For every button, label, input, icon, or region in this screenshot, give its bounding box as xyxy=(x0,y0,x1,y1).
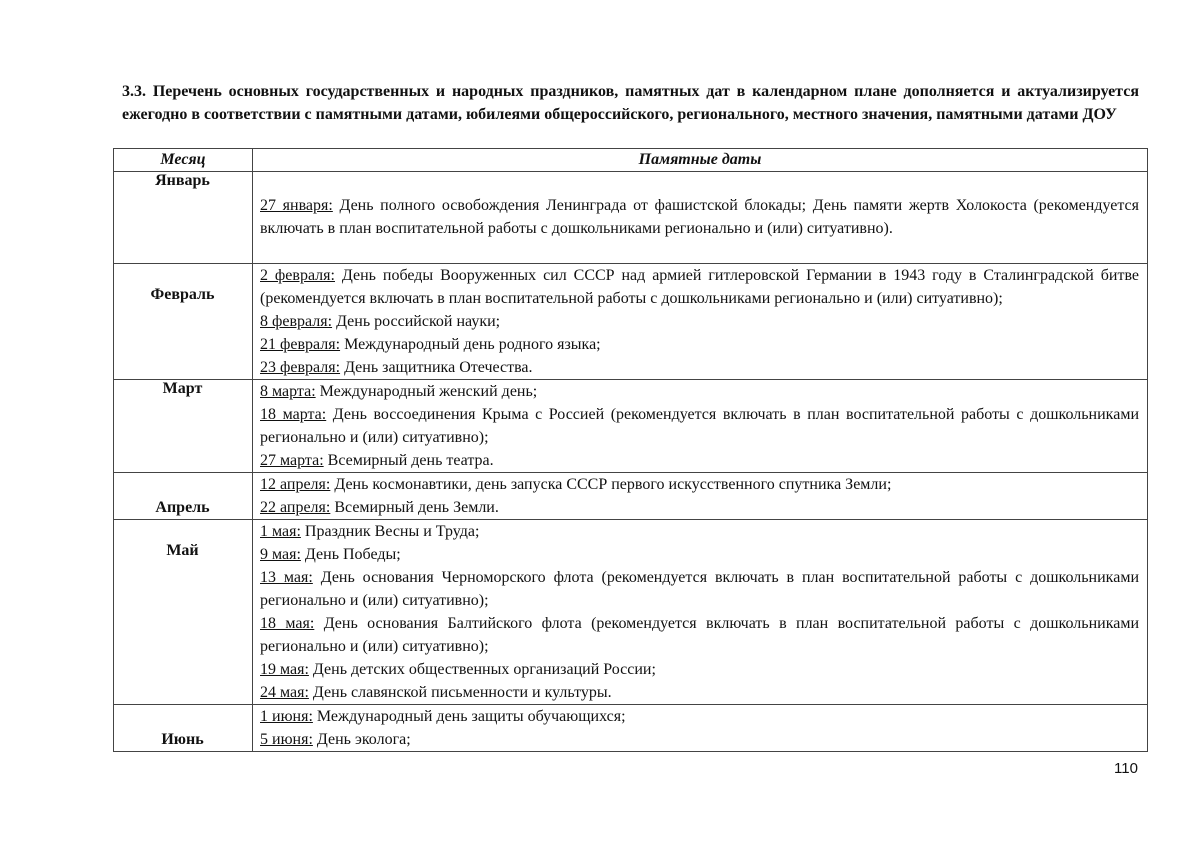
event-text: День эколога; xyxy=(312,731,411,748)
event-text: День воссоединения Крыма с Россией (рекомендуется включать в план воспитательной работы с дошкольниками регионально и (или) ситуативно); xyxy=(260,406,1140,446)
table-row xyxy=(114,264,1148,380)
month-cell: Май xyxy=(114,520,253,705)
event-date: 5 июня: xyxy=(260,731,313,748)
event-entry xyxy=(260,473,1139,496)
events-cell xyxy=(253,380,1148,473)
event-text: Всемирный день театра. xyxy=(323,452,494,469)
event-entry xyxy=(260,566,1139,612)
event-text: Международный день родного языка; xyxy=(340,336,601,353)
event-date: 24 мая: xyxy=(260,684,309,701)
table-header-row xyxy=(114,149,1148,172)
event-entry xyxy=(260,496,1139,519)
event-entry xyxy=(260,380,1139,403)
event-entry xyxy=(260,194,1139,240)
event-date: 12 апреля: xyxy=(260,476,331,493)
event-date: 23 февраля: xyxy=(260,359,341,376)
event-text: Международный день защиты обучающихся; xyxy=(312,708,626,725)
event-date: 22 апреля: xyxy=(260,499,331,516)
event-entry xyxy=(260,543,1139,566)
event-date: 9 мая: xyxy=(260,546,301,563)
page-number: 110 xyxy=(1114,760,1138,777)
event-entry xyxy=(260,449,1139,472)
table-row xyxy=(114,172,1148,264)
month-cell: Апрель xyxy=(114,473,253,520)
event-entry xyxy=(260,612,1139,658)
table-row xyxy=(114,380,1148,473)
event-entry xyxy=(260,403,1139,449)
event-entry xyxy=(260,728,1139,751)
event-text: День славянской письменности и культуры. xyxy=(308,684,612,701)
event-text: День защитника Отечества. xyxy=(340,359,533,376)
event-text: День детских общественных организаций России; xyxy=(308,661,656,678)
event-date: 1 июня: xyxy=(260,708,313,725)
event-entry xyxy=(260,520,1139,543)
event-text: День основания Балтийского флота (рекомендуется включать в план воспитательной работы с дошкольниками регионально и (или) ситуативно); xyxy=(260,615,1140,655)
event-date: 1 мая: xyxy=(260,523,301,540)
event-date: 27 января: xyxy=(260,197,333,214)
event-text: День космонавтики, день запуска СССР первого искусственного спутника Земли; xyxy=(330,476,892,493)
section-heading: 3.3. Перечень основных государственных и народных праздников, памятных дат в календарном плане дополняется и актуализируется ежегодно в соответствии с памятными датами, юбилеями общероссийского, регионального, местного значения, памятными датами ДОУ xyxy=(122,83,1139,123)
event-date: 2 февраля: xyxy=(260,267,335,284)
table-row xyxy=(114,473,1148,520)
event-entry xyxy=(260,705,1139,728)
dates-column-header: Памятные даты xyxy=(253,149,1148,172)
month-column-header: Месяц xyxy=(114,149,253,172)
event-text: День победы Вооруженных сил СССР над армией гитлеровской Германии в 1943 году в Сталинградской битве (рекомендуется включать в план воспитательной работы с дошкольниками регионально и (или) ситуативно); xyxy=(260,267,1140,307)
event-entry xyxy=(260,356,1139,379)
event-entry xyxy=(260,264,1139,310)
event-text: День полного освобождения Ленинграда от фашистской блокады; День памяти жертв Холокоста (рекомендуется включать в план воспитательной работы с дошкольниками регионально и (или) ситуативно). xyxy=(260,197,1140,237)
month-cell: Июнь xyxy=(114,705,253,752)
event-entry xyxy=(260,681,1139,704)
memorable-dates-table xyxy=(113,148,1148,752)
event-date: 8 марта: xyxy=(260,383,316,400)
events-cell xyxy=(253,473,1148,520)
event-text: День основания Черноморского флота (рекомендуется включать в план воспитательной работы с дошкольниками регионально и (или) ситуативно); xyxy=(260,569,1140,609)
month-cell: Январь xyxy=(114,172,253,264)
events-cell xyxy=(253,172,1148,264)
event-date: 27 марта: xyxy=(260,452,324,469)
event-date: 21 февраля: xyxy=(260,336,341,353)
month-cell: Февраль xyxy=(114,264,253,380)
event-entry xyxy=(260,310,1139,333)
event-date: 18 мая: xyxy=(260,615,315,632)
month-cell: Март xyxy=(114,380,253,473)
event-text: День Победы; xyxy=(300,546,401,563)
event-date: 18 марта: xyxy=(260,406,327,423)
event-date: 19 мая: xyxy=(260,661,309,678)
event-entry xyxy=(260,658,1139,681)
event-date: 13 мая: xyxy=(260,569,313,586)
events-cell xyxy=(253,264,1148,380)
event-text: День российской науки; xyxy=(332,313,501,330)
table-row xyxy=(114,520,1148,705)
event-date: 8 февраля: xyxy=(260,313,333,330)
event-text: Международный женский день; xyxy=(315,383,538,400)
event-text: Всемирный день Земли. xyxy=(330,499,499,516)
events-cell xyxy=(253,705,1148,752)
table-row xyxy=(114,705,1148,752)
event-text: Праздник Весны и Труда; xyxy=(300,523,480,540)
event-entry xyxy=(260,333,1139,356)
events-cell xyxy=(253,520,1148,705)
